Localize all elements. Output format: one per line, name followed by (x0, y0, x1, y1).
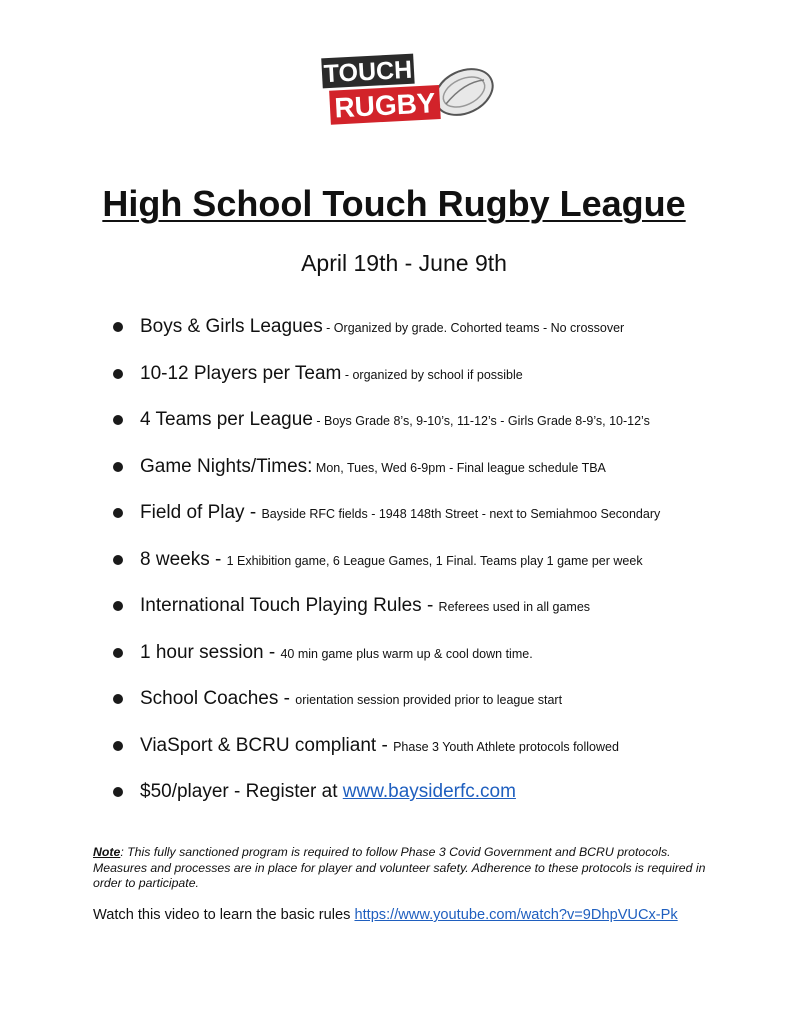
item-lead: Boys & Girls Leagues (140, 316, 323, 337)
bullet-icon (113, 694, 123, 704)
list-item (0, 688, 788, 735)
bullet-icon (113, 415, 123, 425)
bullet-icon (113, 601, 123, 611)
item-detail: 1 Exhibition game, 6 League Games, 1 Final. Teams play 1 game per week (226, 553, 643, 568)
item-detail: - organized by school if possible (341, 367, 523, 382)
note-label: Note (93, 845, 121, 859)
item-lead: International Touch Playing Rules - (140, 595, 439, 616)
note-text: : This fully sanctioned program is required to follow Phase 3 Covid Government and BCRU protocols. Measures and processes are in place for player and volunteer safety. Adherence to these protocols is required in order to participate. (93, 845, 706, 890)
list-item (0, 549, 788, 596)
item-lead: 8 weeks - (140, 548, 227, 570)
item-lead: Game Nights/Times: (140, 455, 313, 477)
logo-line1: TOUCH (323, 55, 413, 89)
logo-line2: RUGBY (333, 87, 437, 124)
video-text: Watch this video to learn the basic rules (93, 907, 355, 923)
bullet-icon (113, 741, 123, 751)
item-detail: - Organized by grade. Cohorted teams - No crossover (322, 321, 625, 335)
register-text: $50/player - Register at (140, 781, 343, 802)
bullet-icon (113, 508, 123, 518)
video-line (93, 907, 773, 923)
bullet-icon (113, 369, 123, 379)
bullet-icon (113, 648, 123, 658)
bullet-icon (113, 322, 123, 332)
item-detail: Bayside RFC fields - 1948 148th Street - next to Semiahmoo Secondary (261, 507, 661, 521)
list-item (0, 595, 788, 642)
covid-note (93, 845, 713, 892)
feature-list (0, 316, 788, 828)
item-lead: 4 Teams per League (140, 409, 313, 430)
logo-graphic (318, 52, 498, 128)
list-item (0, 735, 788, 782)
bullet-icon (113, 462, 123, 472)
video-link[interactable]: https://www.youtube.com/watch?v=9DhpVUCx-Pk (354, 907, 678, 923)
list-item (0, 642, 788, 689)
item-lead: ViaSport & BCRU compliant - (140, 734, 394, 756)
list-item (0, 316, 788, 363)
date-range: April 19th - June 9th (301, 250, 507, 276)
item-detail: Referees used in all games (438, 600, 591, 614)
item-lead: 1 hour session - (140, 641, 281, 663)
item-detail: - Boys Grade 8’s, 9-10’s, 11-12’s - Girls Grade 8-9’s, 10-12’s (312, 414, 650, 428)
list-item-register (0, 781, 788, 828)
item-detail: orientation session provided prior to league start (295, 693, 563, 707)
touch-rugby-logo (318, 52, 498, 128)
item-lead: Field of Play - (140, 502, 262, 523)
page-title: High School Touch Rugby League (102, 183, 686, 224)
list-item (0, 502, 788, 549)
item-lead: School Coaches - (140, 688, 296, 709)
register-link[interactable]: www.baysiderfc.com (342, 781, 516, 802)
list-item (0, 363, 788, 410)
item-detail: 40 min game plus warm up & cool down time. (280, 646, 533, 661)
list-item (0, 456, 788, 503)
list-item (0, 409, 788, 456)
item-detail: Phase 3 Youth Athlete protocols followed (393, 739, 619, 754)
item-lead: 10-12 Players per Team (140, 362, 342, 384)
bullet-icon (113, 787, 123, 797)
item-detail: Mon, Tues, Wed 6-9pm - Final league schedule TBA (312, 460, 606, 475)
bullet-icon (113, 555, 123, 565)
